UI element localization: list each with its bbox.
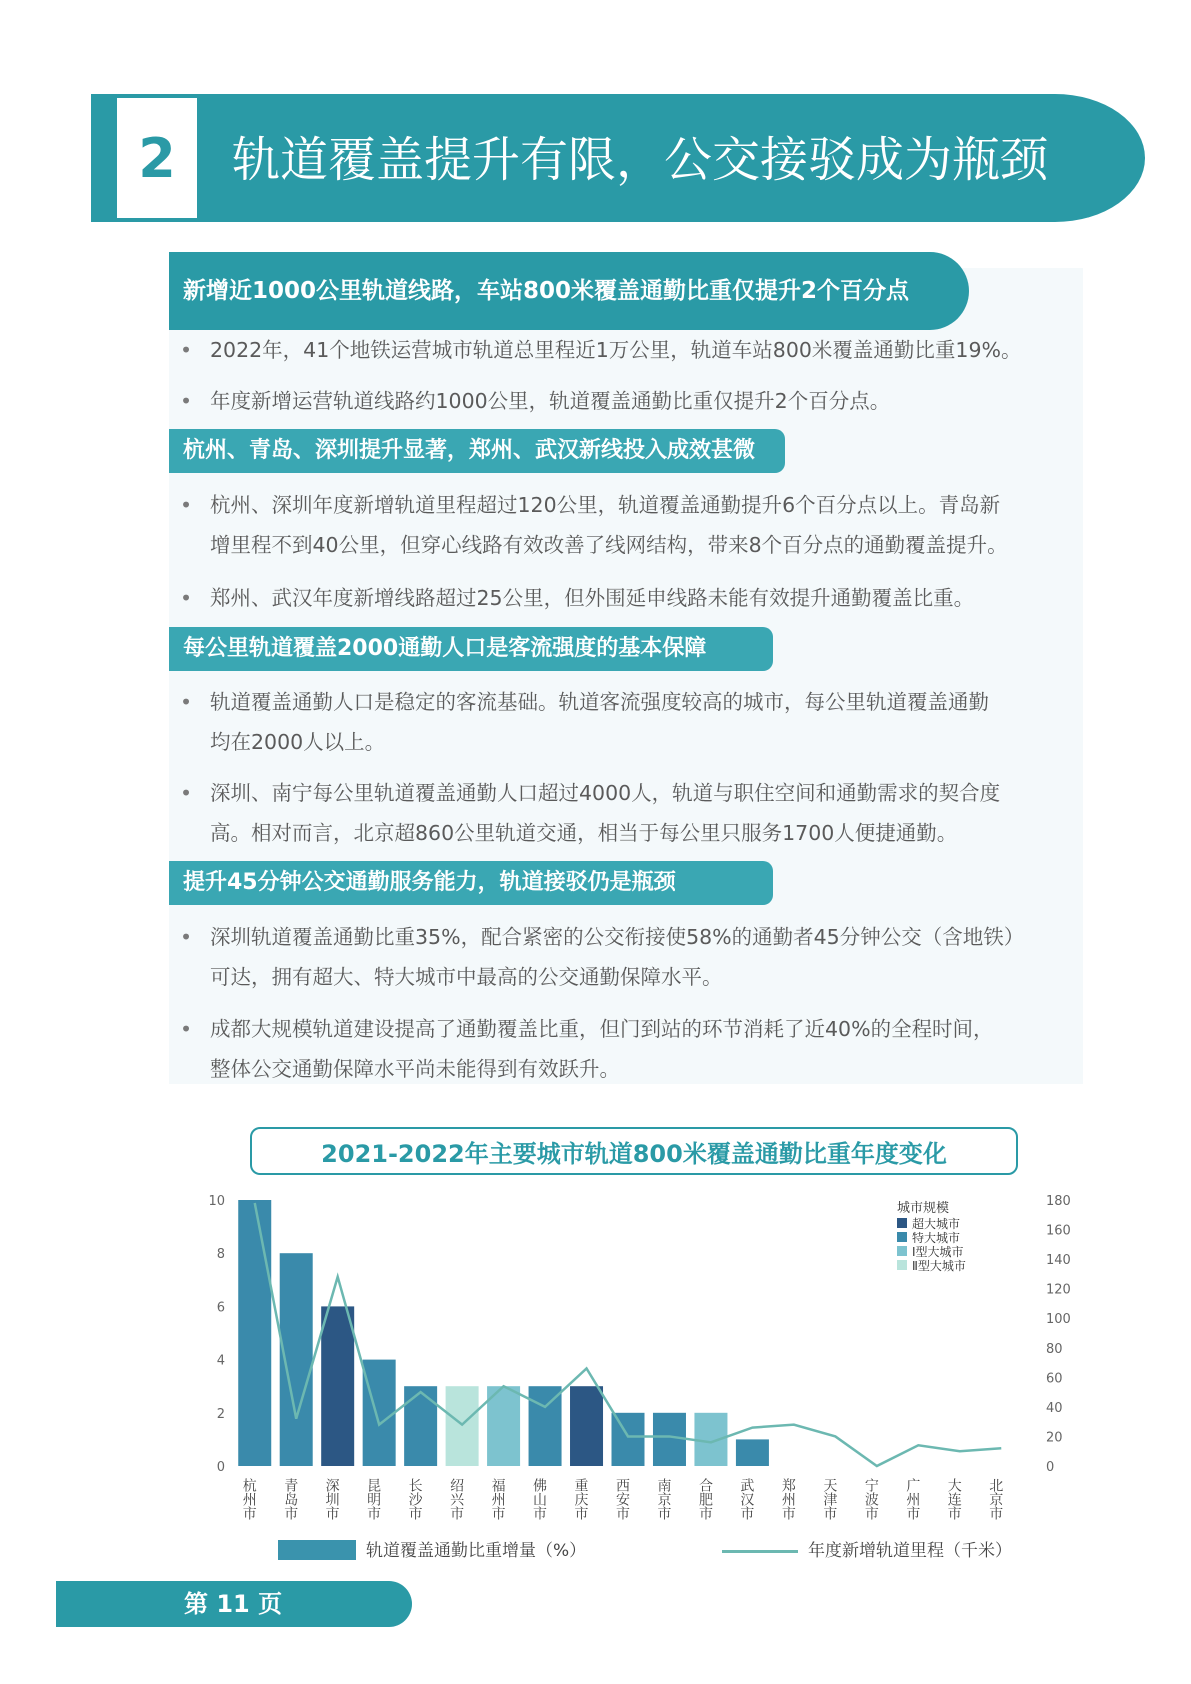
bullet-dot: • <box>180 781 193 805</box>
section-heading-3: 每公里轨道覆盖2000通勤人口是客流强度的基本保障 <box>169 627 773 671</box>
tier-legend-title: 城市规模 <box>897 1201 950 1216</box>
bar <box>736 1439 769 1466</box>
bullet-text: 轨道覆盖通勤人口是稳定的客流基础。轨道客流强度较高的城市，每公里轨道覆盖通勤 <box>210 690 989 714</box>
bullet-dot: • <box>180 690 193 714</box>
x-tick-label: 福州市 <box>489 1478 506 1520</box>
bullet-text-line-2: 可达，拥有超大、特大城市中最高的公交通勤保障水平。 <box>210 965 723 989</box>
bullet-text: 成都大规模轨道建设提高了通勤覆盖比重，但门到站的环节消耗了近40%的全程时间， <box>210 1017 994 1041</box>
bullet-text-line-2: 均在2000人以上。 <box>210 730 386 754</box>
tier-legend-swatch <box>897 1246 907 1256</box>
x-tick-label: 大连市 <box>945 1478 962 1520</box>
bullet-text: 杭州、深圳年度新增轨道里程超过120公里，轨道覆盖通勤提升6个百分点以上。青岛新 <box>210 493 1001 517</box>
y-left-tick-label: 6 <box>216 1300 225 1316</box>
bullet-text: 年度新增运营轨道线路约1000公里，轨道覆盖通勤比重仅提升2个百分点。 <box>210 389 891 413</box>
bar <box>612 1413 645 1466</box>
bullet-text: 深圳、南宁每公里轨道覆盖通勤人口超过4000人，轨道与职住空间和通勤需求的契合度 <box>210 781 1001 805</box>
x-tick-label: 宁波市 <box>862 1478 879 1520</box>
bar <box>404 1386 437 1466</box>
x-tick-label: 青岛市 <box>282 1478 299 1520</box>
legend-line-swatch <box>722 1550 798 1553</box>
y-right-tick-label: 120 <box>1046 1282 1071 1298</box>
legend-line-label: 年度新增轨道里程（千米） <box>808 1541 1012 1561</box>
bullet-text: 深圳轨道覆盖通勤比重35%，配合紧密的公交衔接使58%的通勤者45分钟公交（含地铁） <box>210 925 1025 949</box>
y-right-tick-label: 140 <box>1046 1253 1071 1269</box>
page-number: 第 11 页 <box>184 1590 283 1618</box>
y-right-tick-label: 80 <box>1046 1341 1063 1357</box>
legend-bar-swatch <box>278 1540 356 1560</box>
bullet-dot: • <box>180 389 193 413</box>
x-tick-label: 合肥市 <box>696 1478 713 1520</box>
section-heading-4: 提升45分钟公交通勤服务能力，轨道接驳仍是瓶颈 <box>169 861 773 905</box>
section-heading-2: 杭州、青岛、深圳提升显著，郑州、武汉新线投入成效甚微 <box>169 429 785 473</box>
y-right-tick-label: 160 <box>1046 1223 1071 1239</box>
bullet-dot: • <box>180 1017 193 1041</box>
x-tick-label: 郑州市 <box>779 1478 796 1520</box>
bullet-dot: • <box>180 338 193 362</box>
y-right-tick-label: 20 <box>1046 1430 1063 1446</box>
tier-legend-swatch <box>897 1260 907 1270</box>
x-tick-label: 绍兴市 <box>448 1478 465 1520</box>
tier-legend-swatch <box>897 1218 907 1228</box>
bullet-dot: • <box>180 586 193 610</box>
bar <box>570 1386 603 1466</box>
section-heading-1: 新增近1000公里轨道线路，车站800米覆盖通勤比重仅提升2个百分点 <box>169 252 969 330</box>
x-tick-label: 广州市 <box>904 1478 921 1520</box>
chart-title: 2021-2022年主要城市轨道800米覆盖通勤比重年度变化 <box>250 1127 1018 1175</box>
bar <box>321 1306 354 1466</box>
x-tick-label: 北京市 <box>987 1478 1004 1520</box>
x-tick-label: 长沙市 <box>406 1478 423 1520</box>
x-tick-label: 重庆市 <box>572 1478 589 1520</box>
y-left-tick-label: 8 <box>216 1247 225 1263</box>
y-right-tick-label: 100 <box>1046 1312 1071 1328</box>
y-right-tick-label: 0 <box>1046 1460 1055 1475</box>
bar <box>363 1360 396 1466</box>
bullet-dot: • <box>180 925 193 949</box>
bar <box>238 1200 271 1466</box>
section-number: 2 <box>138 126 176 190</box>
legend-bar-label: 轨道覆盖通勤比重增量（%） <box>366 1541 587 1561</box>
tier-legend-label: Ⅰ型大城市 <box>912 1245 964 1259</box>
y-left-tick-label: 10 <box>208 1194 225 1209</box>
bar <box>529 1386 562 1466</box>
bullet-text: 2022年，41个地铁运营城市轨道总里程近1万公里，轨道车站800米覆盖通勤比重19%。 <box>210 338 1022 362</box>
x-tick-label: 杭州市 <box>240 1478 257 1520</box>
bullet-text-line-2: 增里程不到40公里，但穿心线路有效改善了线网结构，带来8个百分点的通勤覆盖提升。 <box>210 533 1008 557</box>
y-right-tick-label: 60 <box>1046 1371 1063 1387</box>
y-left-tick-label: 4 <box>216 1353 225 1369</box>
x-tick-label: 昆明市 <box>365 1478 382 1520</box>
y-right-tick-label: 180 <box>1046 1194 1071 1209</box>
y-left-tick-label: 0 <box>216 1460 225 1475</box>
x-tick-label: 武汉市 <box>738 1478 755 1520</box>
x-tick-label: 南京市 <box>655 1478 672 1520</box>
tier-legend-swatch <box>897 1232 907 1242</box>
tier-legend-label: 特大城市 <box>912 1231 961 1245</box>
bar <box>653 1413 686 1466</box>
y-left-tick-label: 2 <box>216 1406 225 1422</box>
bullet-text: 郑州、武汉年度新增线路超过25公里，但外围延申线路未能有效提升通勤覆盖比重。 <box>210 586 975 610</box>
bullet-text-line-2: 高。相对而言，北京超860公里轨道交通，相当于每公里只服务1700人便捷通勤。 <box>210 821 958 845</box>
bullet-dot: • <box>180 493 193 517</box>
y-right-tick-label: 40 <box>1046 1400 1063 1416</box>
bullet-text-line-2: 整体公交通勤保障水平尚未能得到有效跃升。 <box>210 1057 620 1081</box>
page-title: 轨道覆盖提升有限，公交接驳成为瓶颈 <box>232 132 1049 188</box>
tier-legend-label: 超大城市 <box>912 1217 961 1231</box>
x-tick-label: 西安市 <box>614 1478 630 1520</box>
x-tick-label: 天津市 <box>821 1478 838 1520</box>
tier-legend-label: Ⅱ型大城市 <box>912 1259 966 1273</box>
x-tick-label: 深圳市 <box>323 1478 340 1520</box>
x-tick-label: 佛山市 <box>531 1478 548 1520</box>
